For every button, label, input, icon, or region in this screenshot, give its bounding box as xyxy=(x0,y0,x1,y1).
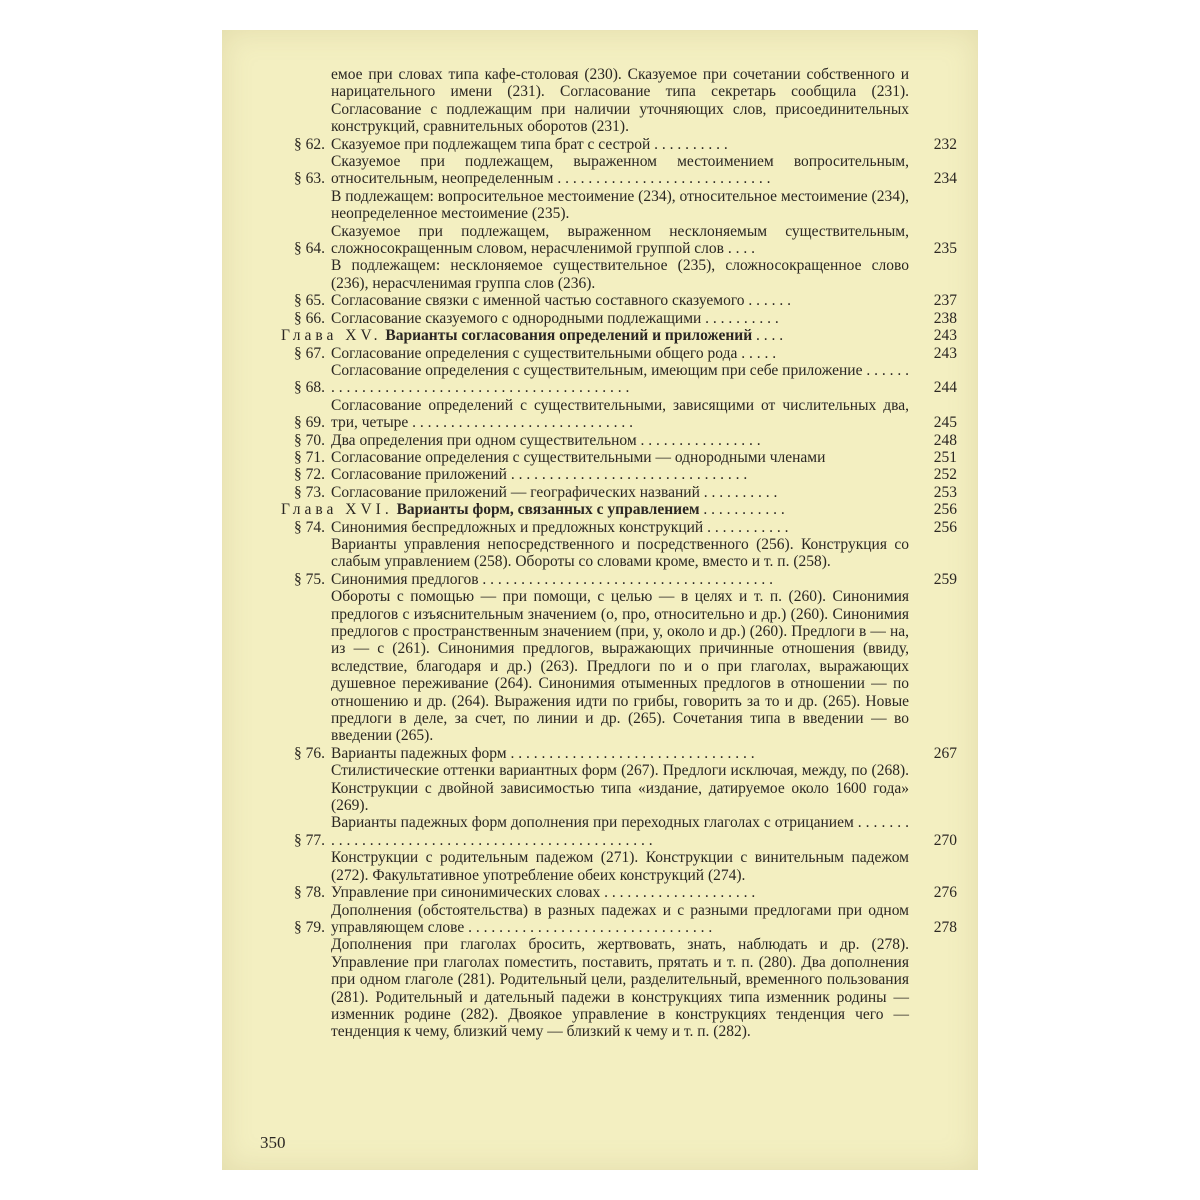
section-title: Синонимия беспредложных и предложных конструкций . . . . . . . . . . . xyxy=(331,518,789,536)
section-title: Согласование определения с существительным, имеющим при себе приложение . . . . . . . . . . . . . . . . . . . . . . . . . . . . . . . . . . . . . . . . . . . . . xyxy=(331,361,909,397)
leader-dots: . . . . xyxy=(752,327,784,345)
section-number: § 63. xyxy=(294,170,325,188)
section-number: § 64. xyxy=(294,240,325,258)
section-number: § 76. xyxy=(294,744,325,762)
section-number: § 74. xyxy=(294,518,325,536)
toc-entry-64 xyxy=(277,223,957,258)
toc-entry-78 xyxy=(277,884,957,901)
page-ref: 248 xyxy=(933,431,957,449)
page-ref: 238 xyxy=(933,309,957,327)
section-title: Согласование определений с существительными, зависящими от числительных два, три, четыре . . . . . . . . . . . . . . . . . . . . . . . . . . . . . xyxy=(331,396,909,432)
section-title: Управление при синонимических словах . . . . . . . . . . . . . . . . . . . . xyxy=(331,884,756,902)
toc-continuation-text: емое при словах типа кафе-столовая (230). Сказуемое при сочетании собственного и нарицательного имени (231). Согласование типа секретарь сообщила (231). Согласование с подлежащим при наличии уточняющих слов, присоединительных конструкций, сравнительных оборотов (231). xyxy=(331,66,909,136)
section-number: § 73. xyxy=(294,483,325,501)
toc-entry-77 xyxy=(277,814,957,849)
section-title: Варианты падежных форм . . . . . . . . . . . . . . . . . . . . . . . . . . . . . . . . xyxy=(331,744,755,762)
section-title: Согласование определения с существительными общего рода . . . . . xyxy=(331,344,777,362)
page-ref: 232 xyxy=(933,135,957,153)
toc-entry-70 xyxy=(277,432,957,449)
section-details: Стилистические оттенки вариантных форм (267). Предлоги исключая, между, по (268). Конструкции с двойной зависимостью типа «издание, датируемое около 1600 года» (269). xyxy=(331,762,909,815)
section-number: § 67. xyxy=(294,344,325,362)
page-ref: 245 xyxy=(933,414,957,432)
chapter-heading-15 xyxy=(277,327,957,344)
page-ref: 256 xyxy=(933,518,957,536)
page-ref: 267 xyxy=(933,744,957,762)
toc-entry-65 xyxy=(277,292,957,309)
page-ref: 243 xyxy=(933,327,957,345)
section-details: Обороты с помощью — при помощи, с целью — в целях и т. п. (260). Синонимия предлогов с изъяснительным значением (о, про, относительно и др.) (260). Синонимия предлогов с пространственным значением (при, у, около и др.) (260). Предлоги в — на, из — с (261). Синонимия предлогов, выражающих причинные отношения (ввиду, вследствие, благодаря и др.) (263). Предлоги по и о при глаголах, выражающих душевное переживание (264). Синонимия отыменных предлогов в отношении — по отношению и др. (264). Выражения идти по грибы, говорить за то и др. (265). Новые предлоги в деле, за счет, по линии и др. (265). Сочетания типа в введении — во введении (265). xyxy=(331,588,909,745)
section-title: Варианты падежных форм дополнения при переходных глаголах с отрицанием . . . . . . . . . . . . . . . . . . . . . . . . . . . . . . . . . . . . . . . . . . . . . . . . . xyxy=(331,814,909,849)
section-title: Согласование приложений — географических названий . . . . . . . . . . xyxy=(331,483,778,501)
section-details: Конструкции с родительным падежом (271). Конструкции с винительным падежом (272). Факультативное употребление обеих конструкций (274). xyxy=(331,849,909,884)
section-number: § 70. xyxy=(294,431,325,449)
toc-entry-68 xyxy=(277,362,957,397)
section-details: Дополнения при глаголах бросить, жертвовать, знать, наблюдать и др. (278). Управление при глаголах поместить, поставить, прятать и т. п. (280). Два дополнения при одном глаголе (281). Родительный цели, разделительный, временного пользования (281). Родительный и дательный падежи в конструкциях типа изменник родины — изменник родине (282). Двоякое управление в конструкциях тенденция чего — тенденция к чему, близкий чему — близкий к чему и т. п. (282). xyxy=(331,936,909,1041)
page-ref: 235 xyxy=(933,240,957,258)
chapter-label: Глава XVI. xyxy=(281,501,393,519)
section-number: § 79. xyxy=(294,918,325,936)
book-page xyxy=(222,30,978,1170)
section-details: Варианты управления непосредственного и посредственного (256). Конструкция со слабым управлением (258). Обороты со словами кроме, вместо и т. п. (258). xyxy=(331,535,909,571)
section-number: § 66. xyxy=(294,309,325,327)
section-details: В подлежащем: несклоняемое существительное (235), сложносокращенное слово (236), нерасчленимая группа слов (236). xyxy=(331,257,909,292)
page-ref: 259 xyxy=(933,570,957,588)
section-title: Согласование связки с именной частью составного сказуемого . . . . . . xyxy=(331,292,792,310)
toc-entry-67 xyxy=(277,345,957,362)
section-title: Согласование сказуемого с однородными подлежащими . . . . . . . . . . xyxy=(331,309,779,327)
page-ref: 251 xyxy=(933,448,957,466)
toc-entry-66 xyxy=(277,310,957,327)
section-number: § 69. xyxy=(294,414,325,432)
chapter-name: Варианты согласования определений и приложений xyxy=(385,327,753,345)
page-ref: 270 xyxy=(933,831,957,849)
section-number: § 68. xyxy=(294,379,325,397)
section-number: § 75. xyxy=(294,570,325,588)
page-ref: 234 xyxy=(933,170,957,188)
page-ref: 252 xyxy=(933,466,957,484)
toc-entry-79 xyxy=(277,902,957,937)
chapter-title xyxy=(281,327,909,344)
page-number: 350 xyxy=(260,1133,286,1152)
section-title: Синонимия предлогов . . . . . . . . . . . . . . . . . . . . . . . . . . . . . . . . . . . . . . xyxy=(331,570,774,588)
section-number: § 62. xyxy=(294,135,325,153)
leader-dots: . . . . . . . . . . . xyxy=(699,501,785,519)
section-title: Сказуемое при подлежащем, выраженном несклоняемым существительным, сложносокращенным словом, нерасчленимой группой слов . . . . xyxy=(331,222,909,258)
page-ref: 256 xyxy=(933,501,957,519)
section-number: § 77. xyxy=(294,831,325,849)
chapter-heading-16 xyxy=(277,501,957,518)
section-title: Сказуемое при подлежащем, выраженном местоимением вопросительным, относительным, неопределенным . . . . . . . . . . . . . . . . . . . . . . . . . . . . xyxy=(331,153,909,188)
section-number: § 65. xyxy=(294,292,325,310)
toc-entry-71 xyxy=(277,449,957,466)
chapter-name: Варианты форм, связанных с управлением xyxy=(396,501,700,519)
toc-entry-69 xyxy=(277,397,957,432)
chapter-label: Глава XV. xyxy=(281,327,382,345)
page-ref: 244 xyxy=(933,379,957,397)
page-ref: 237 xyxy=(933,292,957,310)
section-title: Дополнения (обстоятельства) в разных падежах и с разными предлогами при одном управляющем слове . . . . . . . . . . . . . . . . . . . . . . . . . . . . . . . . xyxy=(331,901,909,936)
page-ref: 243 xyxy=(933,344,957,362)
toc-entry-63 xyxy=(277,153,957,188)
toc-entry-74 xyxy=(277,519,957,536)
toc-entry-73 xyxy=(277,484,957,501)
section-details: В подлежащем: вопросительное местоимение (234), относительное местоимение (234), неопределенное местоимение (235). xyxy=(331,187,909,223)
toc-entry-76 xyxy=(277,745,957,762)
section-number: § 71. xyxy=(294,448,325,466)
section-title: Сказуемое при подлежащем типа брат с сестрой . . . . . . . . . . xyxy=(331,135,728,153)
table-of-contents xyxy=(277,66,957,1041)
page-ref: 276 xyxy=(933,884,957,902)
section-number: § 72. xyxy=(294,466,325,484)
page-ref: 253 xyxy=(933,483,957,501)
section-title: Согласование определения с существительными — однородными членами xyxy=(331,448,826,466)
section-title: Два определения при одном существительном . . . . . . . . . . . . . . . . xyxy=(331,431,761,449)
toc-entry-75 xyxy=(277,571,957,588)
toc-entry-62 xyxy=(277,136,957,153)
chapter-title xyxy=(281,501,909,518)
toc-entry-72 xyxy=(277,466,957,483)
section-title: Согласование приложений . . . . . . . . . . . . . . . . . . . . . . . . . . . . . . . xyxy=(331,466,748,484)
section-number: § 78. xyxy=(294,884,325,902)
page-ref: 278 xyxy=(933,918,957,936)
